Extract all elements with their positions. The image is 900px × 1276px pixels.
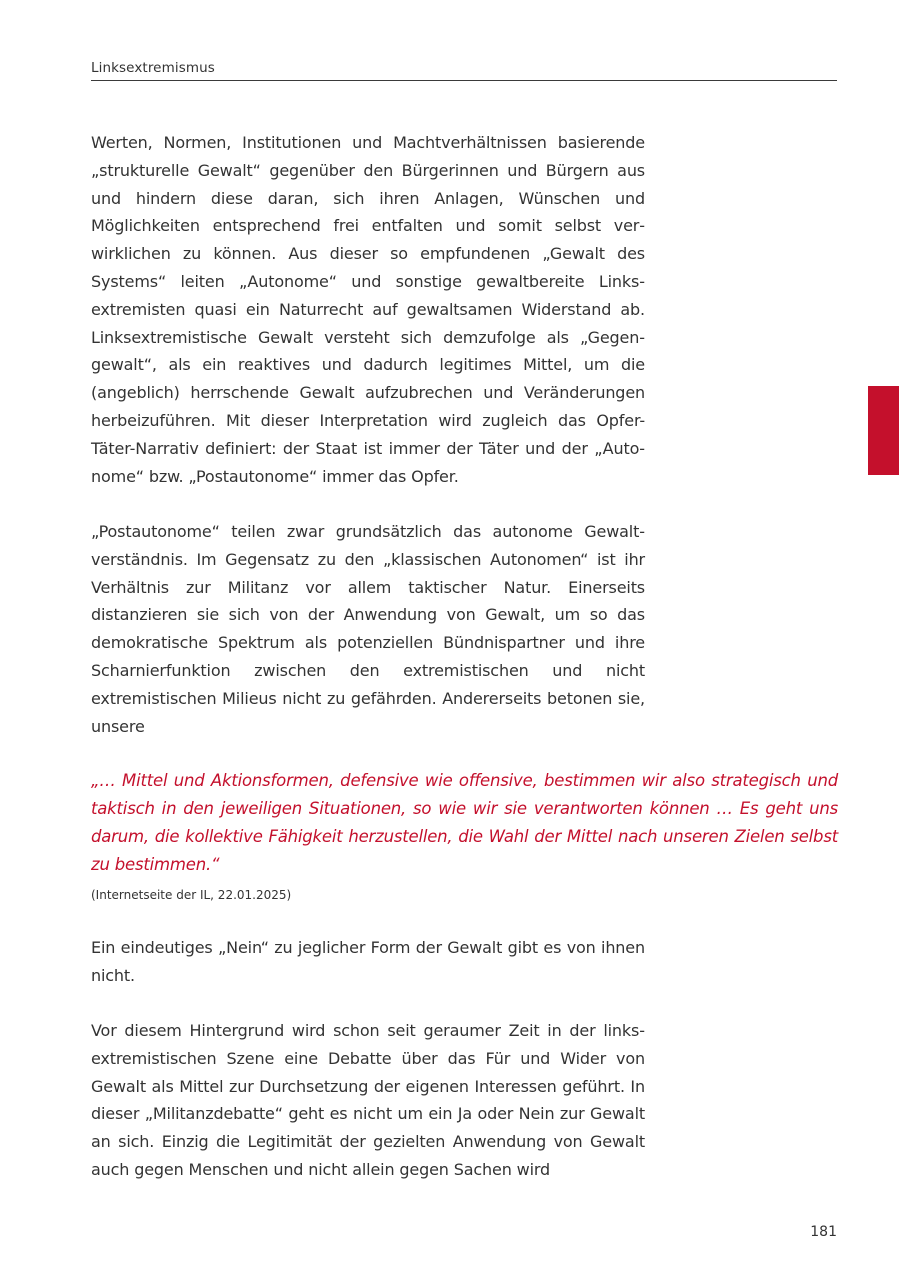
paragraph-violence-legitimation: Werten, Normen, Institutionen und Machtverhältnissen basierende „strukturelle Gewalt“ gegenüber den Bürgerinnen und Bürgern aus und hindern diese daran, sich ihren Anlagen, Wünschen und Möglichkeiten entsprechend frei entfalten und somit selbst verwirklichen zu können. Aus dieser so empfundenen „Gewalt des Systems“ leiten „Autonome“ und sonstige gewaltbereite Linksextremisten quasi ein Naturrecht auf gewaltsamen Widerstand ab. Linksextremistische Gewalt versteht sich demzufolge als „Gegengewalt“, als ein reaktives und dadurch legitimes Mittel, um die (angeblich) herrschende Gewalt aufzubrechen und Veränderungen herbeizuführen. Mit dieser Interpretation wird zugleich das Opfer-Täter-Narrativ definiert: der Staat ist immer der Täter und der „Autonome“ bzw. „Postautonome“ immer das Opfer. (91, 133, 645, 486)
page-number: 181 (810, 1224, 837, 1240)
paragraph-militancy-debate: Vor diesem Hintergrund wird schon seit geraumer Zeit in der linksextremistischen Szene eine Debatte über das Für und Wider von Gewalt als Mittel zur Durchsetzung der eigenen Interessen geführt. In dieser „Militanzdebatte“ geht es nicht um ein Ja oder Nein zur Gewalt an sich. Einzig die Legitimität der gezielten Anwendung von Gewalt auch gegen Menschen und nicht allein gegen Sachen wird (91, 1021, 645, 1179)
paragraph-postautonome: „Postautonome“ teilen zwar grundsätzlich das autonome Gewaltverständnis. Im Gegensatz zu den „klassischen Autonomen“ ist ihr Verhältnis zur Militanz vor allem taktischer Natur. Einerseits distanzieren sie sich von der Anwendung von Gewalt, um so das demokratische Spektrum als potenziellen Bündnispartner und ihre Scharnierfunktion zwischen den extremistischen und nicht extremistischen Milieus nicht zu gefährden. Andererseits betonen sie, unsere (91, 522, 645, 736)
running-header (91, 58, 837, 81)
chapter-tab-marker (868, 386, 899, 475)
paragraph-no-rejection: Ein eindeutiges „Nein“ zu jeglicher Form der Gewalt gibt es von ihnen nicht. (91, 938, 645, 985)
quote-source: (Internetseite der IL, 22.01.2025) (91, 888, 292, 902)
running-title: Linksextremismus (91, 60, 215, 76)
block-quote: „… Mittel und Aktionsformen, defensive wie offensive, bestimmen wir also strategisch und taktisch in den jeweiligen Situationen, so wie wir sie verantworten können … Es geht uns darum, die kollektive Fähigkeit herzustellen, die Wahl der Mittel nach unseren Zielen selbst zu bestimmen.“ (91, 771, 838, 874)
